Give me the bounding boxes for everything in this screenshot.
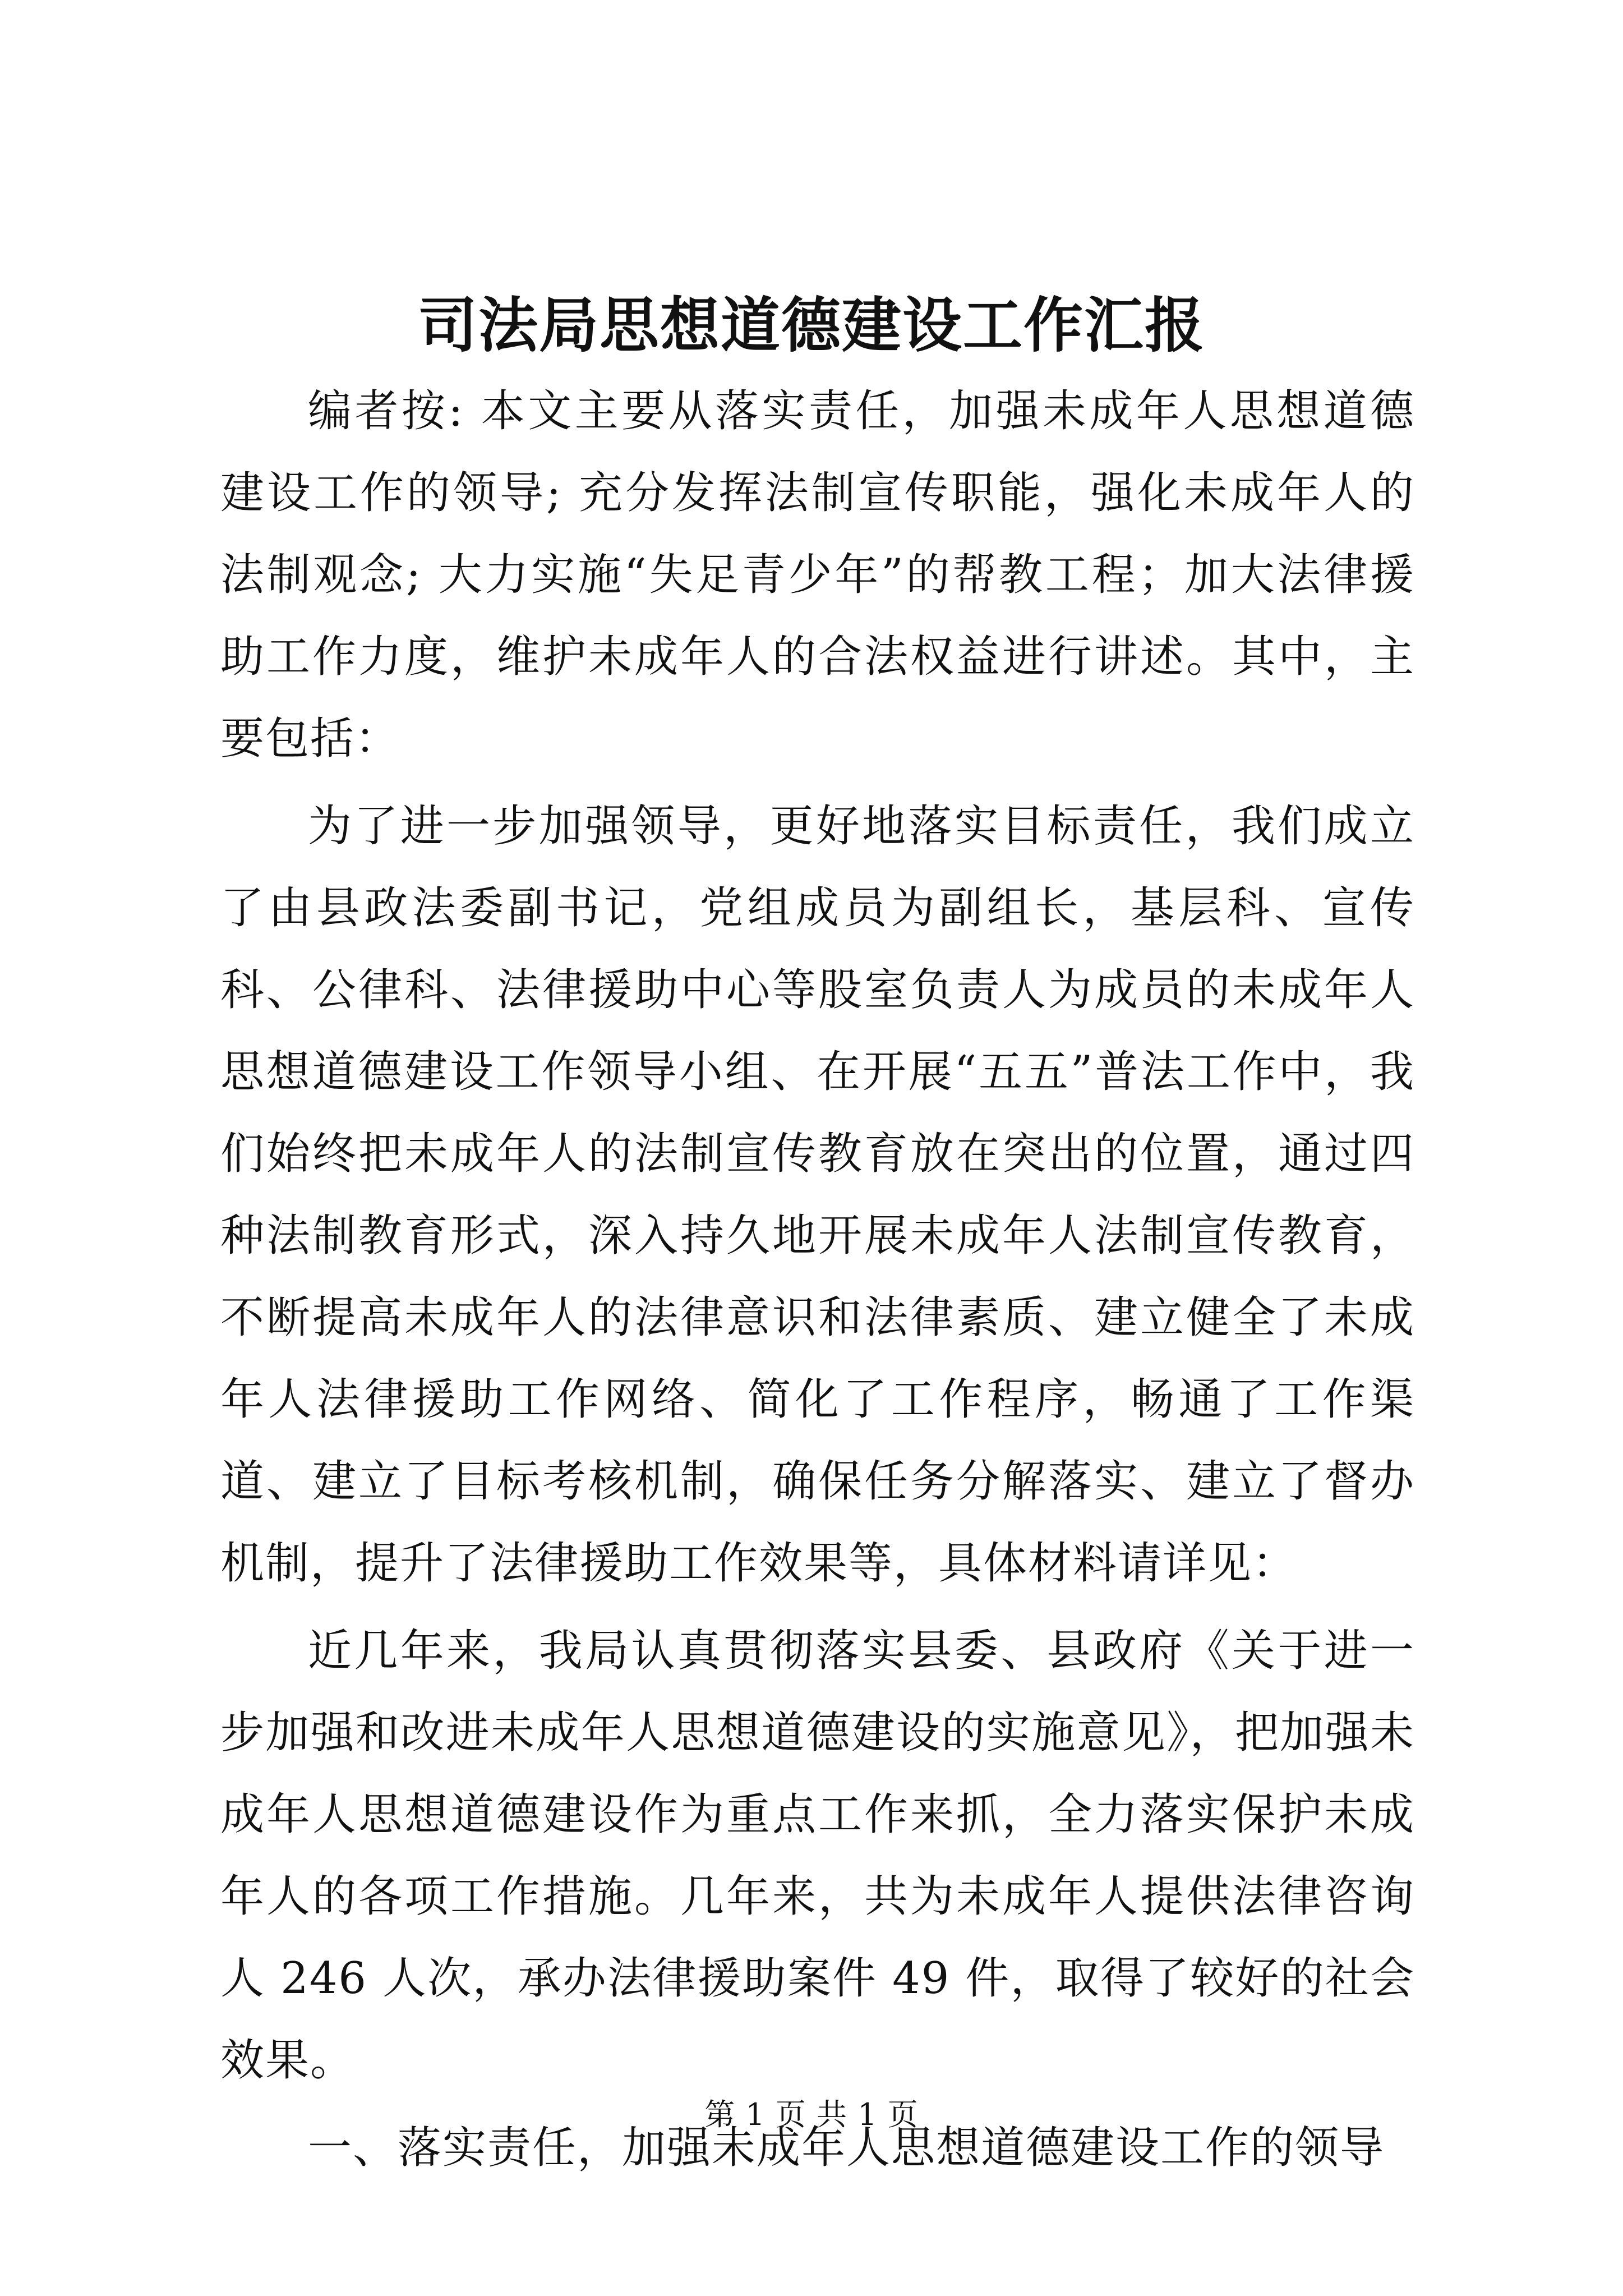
body-paragraph: 为了进一步加强领导，更好地落实目标责任，我们成立了由县政法委副书记，党组成员为副组长，基层科、宣传科、公律科、法律援助中心等股室负责人为成员的未成年人思想道德建设工作领导小组、在开展“五五”普法工作中，我们始终把未成年人的法制宣传教育放在突出的位置，通过四种法制教育形式，深入持久地开展未成年人法制宣传教育，不断提高未成年人的法律意识和法律素质、建立健全了未成年人法律援助工作网络、简化了工作程序，畅通了工作渠道、建立了目标考核机制，确保任务分解落实、建立了督办机制，提升了法律援助工作效果等，具体材料请详见： xyxy=(220,801,1415,1589)
document-title: 司法局思想道德建设工作汇报 xyxy=(418,290,1205,360)
editor-note-paragraph: 编者按: 本文主要从落实责任，加强未成年人思想道德建设工作的领导; 充分发挥法制宣传职能，强化未成年人的法制观念; 大力实施“失足青少年”的帮教工程；加大法律援助工作力度，维护未成年人的合法权益进行讲述。其中，主要包括： xyxy=(220,386,1415,764)
body-paragraph: 近几年来，我局认真贯彻落实县委、县政府《关于进一步加强和改进未成年人思想道德建设的实施意见》，把加强未成年人思想道德建设作为重点工作来抓，全力落实保护未成年人的各项工作措施。几年来，共为未成年人提供法律咨询人 246 人次，承办法律援助案件 49 件，取得了较好的社会效果。 xyxy=(220,1626,1415,2086)
section-heading: 一、落实责任，加强未成年人思想道德建设工作的领导 xyxy=(308,2123,1385,2173)
page-footer: 第 1 页 共 1 页 xyxy=(704,2097,919,2132)
document-body xyxy=(220,370,1415,2189)
